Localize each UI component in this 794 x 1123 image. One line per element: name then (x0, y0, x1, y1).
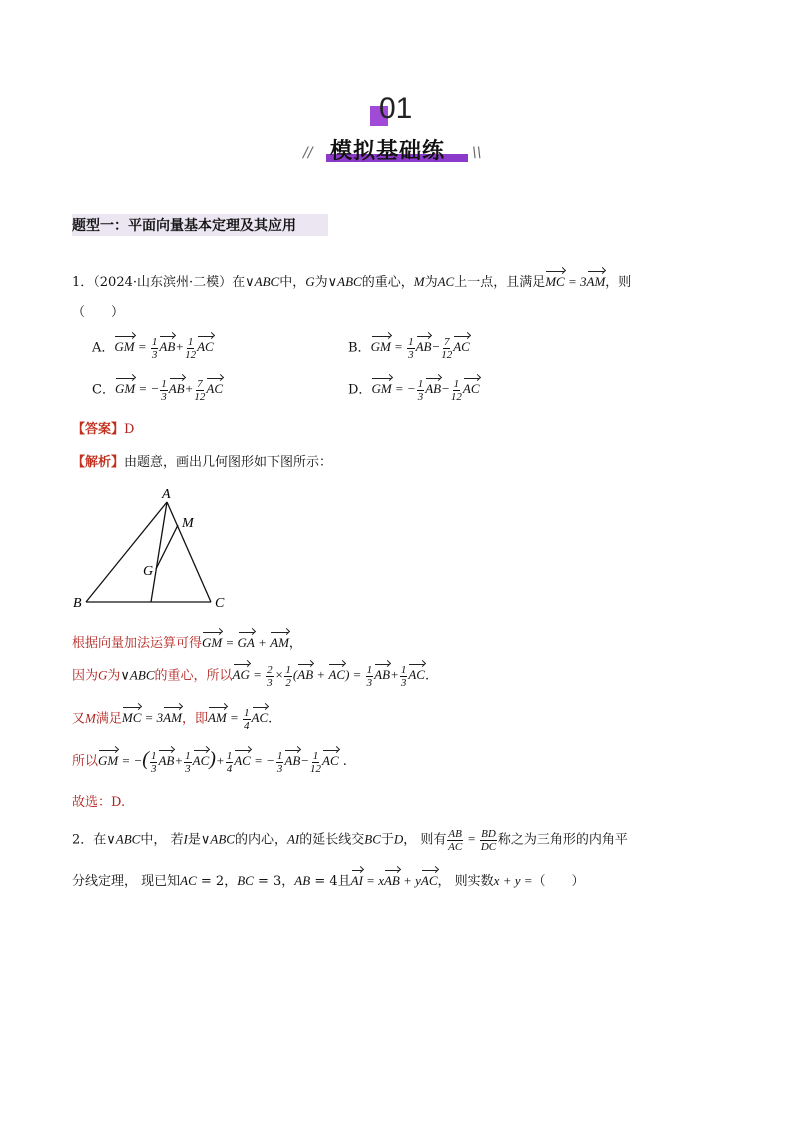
analysis-intro: 【解析】由题意，画出几何图形如下图所示： (72, 455, 333, 470)
answer: 【答案】D (72, 422, 135, 437)
label-m: M (182, 516, 194, 531)
header-right-slash: \\ (472, 145, 482, 161)
analysis-line-1: 根据向量加法运算可得GM = GA + AM， (72, 635, 302, 651)
header-left-slash: // (303, 145, 313, 161)
segment-ab (86, 502, 167, 602)
label-c: C (215, 596, 225, 611)
triangle-figure (70, 485, 240, 615)
q2-line-2: 分线定理， 现已知AC = 2，BC = 3，AB = 4且AI = xAB + yAC， 则实数x + y =（ ） (72, 873, 585, 889)
label-g: G (143, 564, 154, 579)
section-title: 题型一：平面向量基本定理及其应用 (72, 218, 296, 234)
q1-option-b[interactable]: B．GM = $\frac{1}{3}$ AB− $\frac{7}{12}$ AC (348, 336, 470, 361)
q1-option-a[interactable]: A．GM = $\frac{1}{3}$ AB+ $\frac{1}{12}$ AC (92, 336, 214, 361)
q1-stem: 1．（2024·山东滨州·二模）在∨ABC中，G为∨ABC的重心，M为AC上一点，且满足MC = 3AM，则 (72, 274, 632, 290)
q1-paren: （ ） (72, 305, 125, 320)
q1-option-c[interactable]: C．GM = − $\frac{1}{3}$ AB+ $\frac{7}{12}$ AC (92, 378, 224, 403)
label-b: B (73, 596, 82, 611)
q2-line-1: 2．在∨ABC中， 若I是∨ABC的内心，AI的延长线交BC于D， 则有 $\frac{AB}{AC}$ = $\frac{BD}{DC}$ 称之为三角形的内角平 (72, 828, 628, 853)
label-a: A (162, 487, 171, 502)
header-title: 模拟基础练 (330, 139, 446, 164)
q1-option-d[interactable]: D．GM = − $\frac{1}{3}$ AB− $\frac{1}{12}$ AC (348, 378, 480, 403)
analysis-line-3: 又M满足MC = 3AM，即AM = $\frac{1}{4}$ AC. (72, 707, 273, 732)
analysis-conclusion: 故选：D. (72, 795, 126, 810)
analysis-line-2: 因为G为∨ABC的重心，所以AG = $\frac{2}{3}$ × $\frac{1}{2}$ (AB + AC) = $\frac{1}{3}$ AB+ $\frac{1}{3}$ AC. (72, 664, 430, 689)
analysis-line-4: 所以GM = −( $\frac{1}{3}$ AB+ $\frac{1}{3}$ AC)+ $\frac{1}{4}$ AC = − $\frac{1}{3}$ AB− $\frac{1}{12}$ AC . (72, 748, 347, 775)
header-number: 01 (379, 92, 413, 125)
